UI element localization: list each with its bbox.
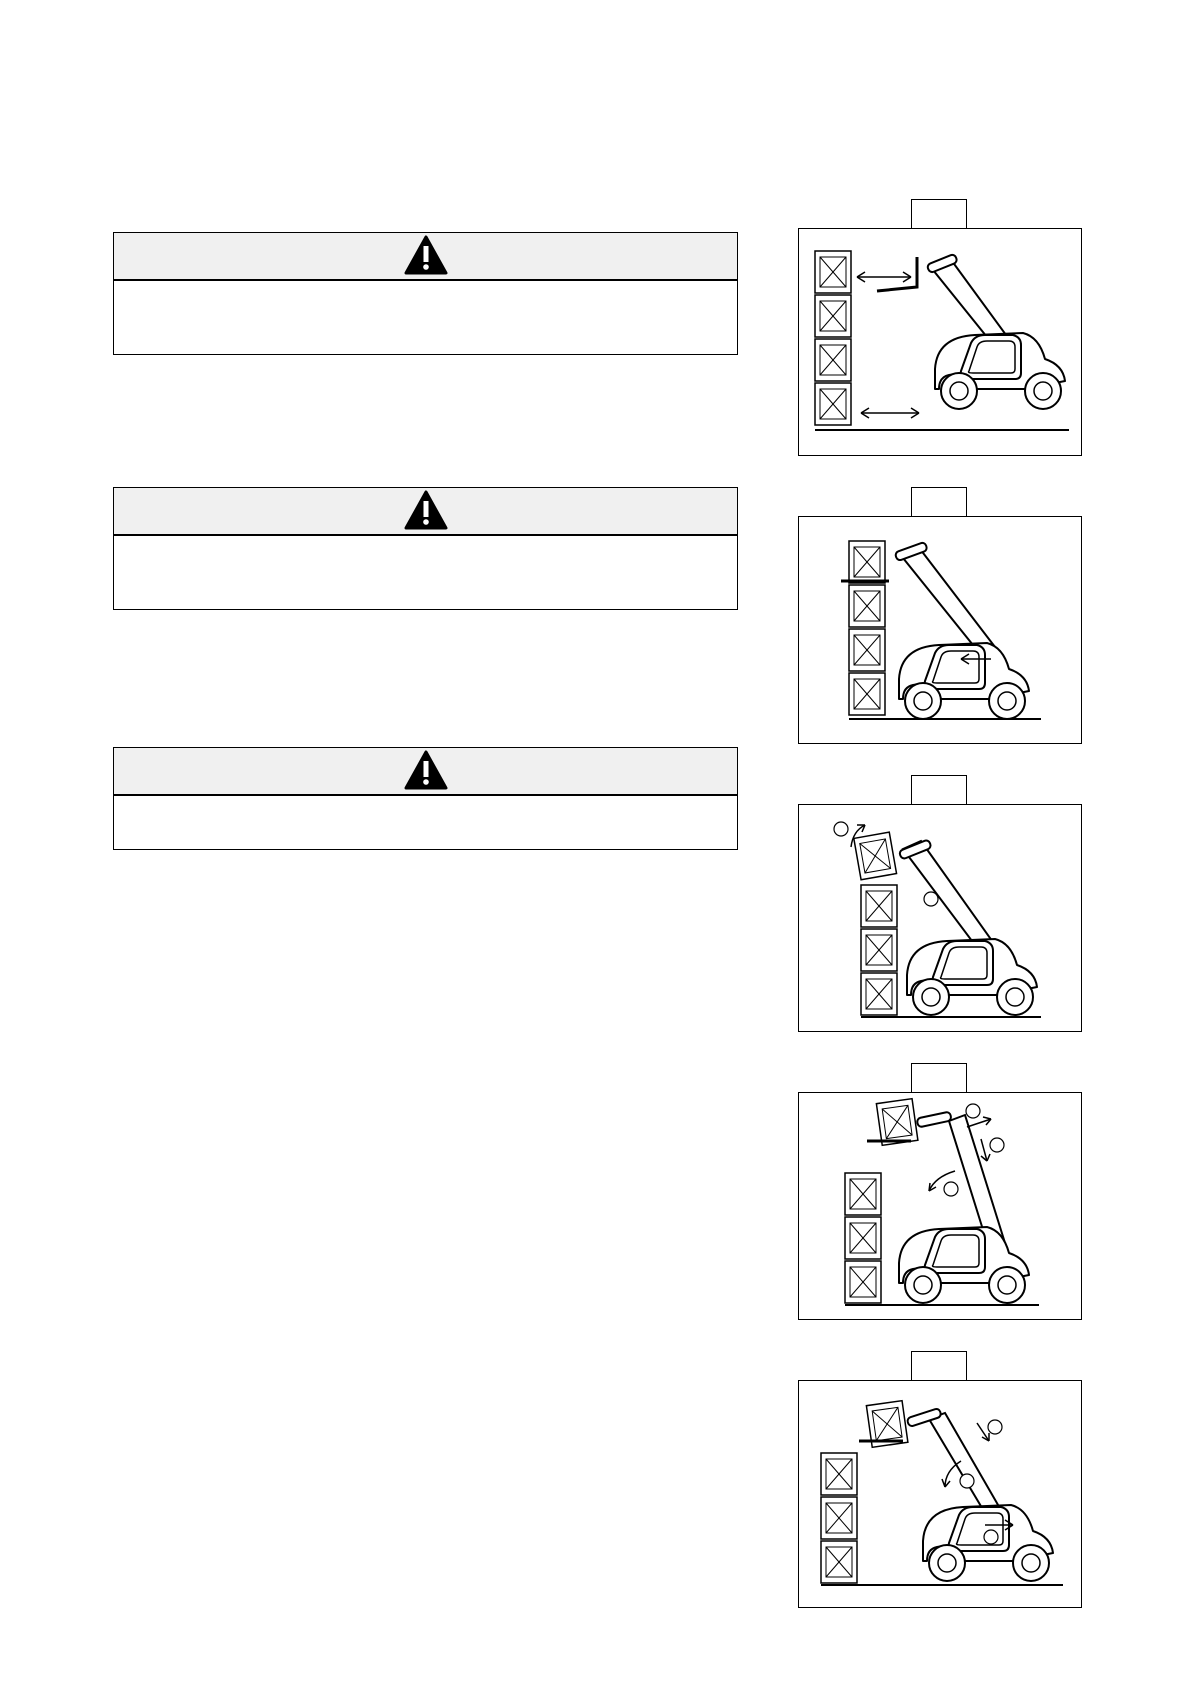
- warning-triangle-icon: [404, 490, 448, 532]
- figure-tab: [911, 487, 967, 516]
- figure-illustration: [798, 1092, 1082, 1320]
- figure-tab: [911, 1063, 967, 1092]
- warning-text: [114, 281, 737, 293]
- figure-tab: [911, 775, 967, 804]
- telehandler-illustration: [799, 517, 1083, 745]
- figure-tab: [911, 199, 967, 228]
- figure-tab: [911, 1351, 967, 1380]
- figure-illustration: [798, 516, 1082, 744]
- figure-illustration: [798, 1380, 1082, 1608]
- warning-box-2: [113, 487, 738, 610]
- telehandler-illustration: [799, 1381, 1083, 1609]
- figure-illustration: [798, 804, 1082, 1032]
- telehandler-illustration: [799, 1093, 1083, 1321]
- warning-header: [114, 233, 737, 281]
- telehandler-illustration: [799, 229, 1083, 457]
- telehandler-illustration: [799, 805, 1083, 1033]
- warning-text: [114, 796, 737, 808]
- warning-triangle-icon: [404, 235, 448, 277]
- warning-header: [114, 488, 737, 536]
- warning-header: [114, 748, 737, 796]
- warning-box-3: [113, 747, 738, 850]
- warning-box-1: [113, 232, 738, 355]
- figure-illustration: [798, 228, 1082, 456]
- warning-triangle-icon: [404, 750, 448, 792]
- warning-text: [114, 536, 737, 548]
